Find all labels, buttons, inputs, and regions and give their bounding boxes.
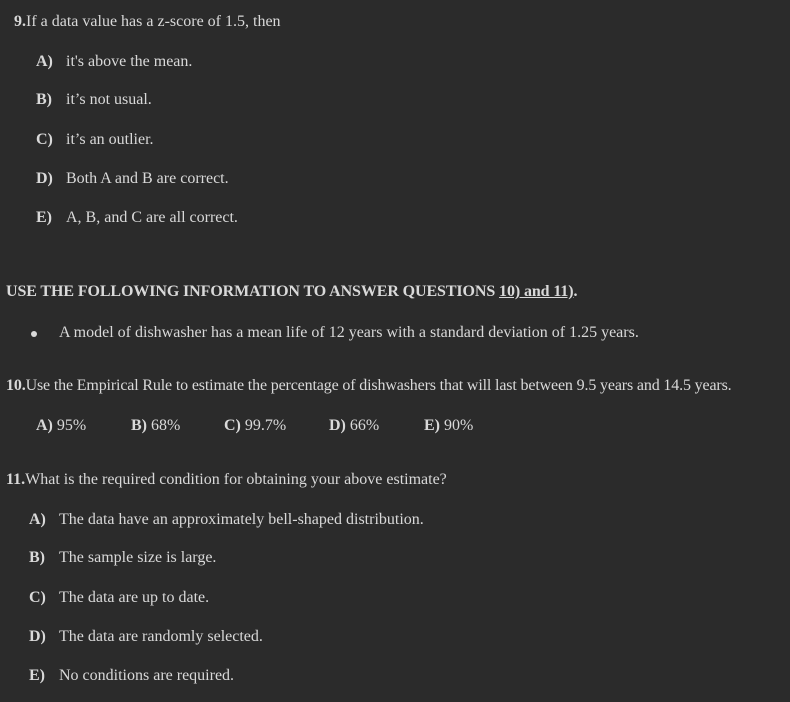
option-text: 68% [151,417,181,434]
option-letter: B) [29,549,45,566]
question-9-stem [14,13,281,31]
q11-option-c[interactable] [29,589,209,607]
option-text: 66% [349,417,380,434]
info-bullet-text: A model of dishwasher has a mean life of 12 years with a standard deviation of 1.25 years. [59,324,639,341]
option-text: 99.7% [244,417,287,434]
q11-option-a[interactable] [29,511,424,529]
option-text: it’s an outlier. [66,131,154,148]
option-letter: A) [29,511,46,528]
option-letter: C) [224,417,241,434]
option-text: The data are up to date. [59,589,210,606]
q10-option-e[interactable] [424,417,473,435]
option-letter: C) [36,131,53,148]
q11-option-b[interactable] [29,549,216,567]
option-text: 90% [444,417,474,434]
option-letter: D) [29,628,46,645]
option-letter: E) [424,417,440,434]
question-11-stem [6,471,447,489]
question-number: 11. [6,471,26,488]
bullet-dot [31,331,37,337]
question-text: What is the required condition for obtaining your above estimate? [25,471,447,488]
option-letter: E) [29,667,45,684]
question-10-stem [6,377,732,395]
option-letter: D) [329,417,346,434]
option-letter: B) [36,91,52,108]
option-text: The data are randomly selected. [59,628,263,645]
q9-option-e[interactable] [36,209,238,227]
option-letter: C) [29,589,46,606]
q10-option-b[interactable] [131,417,180,435]
option-letter: A) [36,417,53,434]
option-letter: B) [131,417,147,434]
option-text: The data have an approximately bell-shaped distribution. [59,511,424,528]
q9-option-a[interactable] [36,53,192,71]
info-heading [6,283,577,301]
q9-option-d[interactable] [36,170,229,188]
q11-option-e[interactable] [29,667,234,685]
option-text: Both A and B are correct. [66,170,229,187]
option-text: it's above the mean. [66,53,193,70]
option-text: The sample size is large. [59,549,217,566]
option-text: A, B, and C are all correct. [66,209,238,226]
option-letter: E) [36,209,52,226]
q9-option-b[interactable] [36,91,152,109]
question-text: Use the Empirical Rule to estimate the percentage of dishwashers that will last between 9.5 years and 14.5 years. [25,377,732,394]
q10-option-d[interactable] [329,417,379,435]
q10-option-c[interactable] [224,417,286,435]
question-number: 10. [6,377,26,394]
heading-text: USE THE FOLLOWING INFORMATION TO ANSWER QUESTIONS [6,283,500,300]
question-number: 9. [14,13,26,30]
question-text: If a data value has a z-score of 1.5, then [26,13,281,30]
option-letter: A) [36,53,53,70]
option-text: 95% [56,417,87,434]
q11-option-d[interactable] [29,628,263,646]
option-text: it’s not usual. [66,91,152,108]
option-text: No conditions are required. [59,667,235,684]
heading-suffix: . [573,283,578,300]
heading-question-ref: 10) and 11) [499,283,574,300]
q10-option-a[interactable] [36,417,86,435]
q9-option-c[interactable] [36,131,154,149]
option-letter: D) [36,170,53,187]
